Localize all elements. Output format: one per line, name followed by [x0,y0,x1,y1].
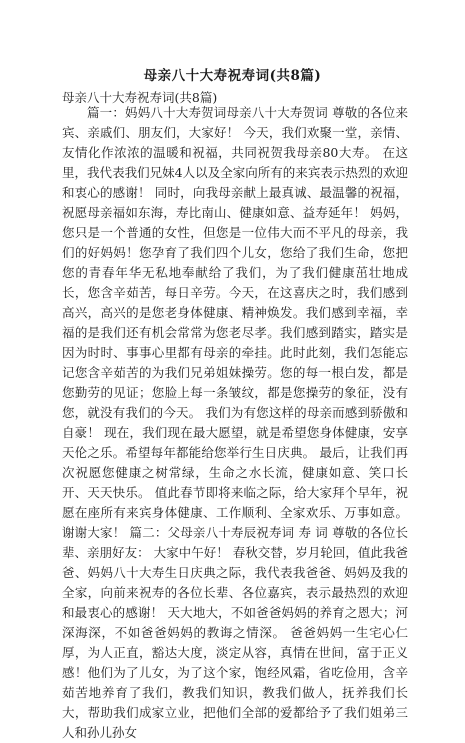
document-title: 母亲八十大寿祝寿词(共8篇) [143,68,322,84]
document-subtitle: 母亲八十大寿祝寿词(共8篇) [62,90,218,105]
document-body-text: 篇一：妈妈八十大寿贺词母亲八十大寿贺词 尊敬的各位来宾、亲戚们、朋友们，大家好！ 今天，我们欢聚一堂，亲情、友情化作浓浓的温暖和祝福，共同祝贺我母亲80大寿。 在这里，我代表我们兄妹4人以及全家向所有的来宾表示热烈的欢迎和衷心的感谢！ 同时，向我母亲献上最真诚、最温馨的祝福，祝愿母亲福如东海，寿比南山、健康如意、益寿延年！ 妈妈，您只是一个普通的女性，但您是一位伟大而不平凡的母亲，我们的好妈妈！您孕育了我们四个儿女，您给了我们生命，您把您的青春年华无私地奉献给了我们，为了我们健康茁壮地成长，您含辛茹苦，每日辛劳。今天，在这喜庆之时，我们感到高兴，高兴的是您老身体健康、精神焕发。我们感到幸福，幸福的是我们还有机会常常为您老尽孝。我们感到踏实，踏实是因为时时、事事心里都有母亲的牵挂。此时此刻，我们怎能忘记您含辛茹苦的为我们兄弟姐妹操劳。您的每一根白发，都是您勤劳的见证；您脸上每一条皱纹，都是您操劳的象征，没有您，就没有我们的今天。 我们为有您这样的母亲而感到骄傲和自豪！ 现在，我们现在最大愿望，就是希望您身体健康，安享天伦之乐。希望每年都能给您举行生日庆典。 最后，让我们再次祝愿您健康之树常绿，生命之水长流，健康如意、笑口长开、天天快乐。 值此春节即将来临之际，给大家拜个早年，祝愿在座所有来宾身体健康、工作顺利、全家欢乐、万事如意。 谢谢大家！ 篇二：父母亲八十寿辰祝寿词 寿 词 尊敬的各位长辈、亲朋好友： 大家中午好！ 春秋交替，岁月轮回，值此我爸爸、妈妈八十大寿生日庆典之际，我代表我爸爸、妈妈及我的全家，向前来祝寿的各位长辈、各位嘉宾，表示最热烈的欢迎和最衷心的感谢！ 天大地大，不如爸爸妈妈的养育之恩大；河深海深，不如爸爸妈妈的教诲之情深。 爸爸妈妈一生宅心仁厚，为人正直，豁达大度，淡定从容，真情在世间，富于正义感！他们为了儿女，为了这个家，饱经风霜，省吃俭用，含辛茹苦地养育了我们，教我们知识，教我们做人，抚养我们长大，帮助我们成家立业，把他们全部的爱都给予了我们姐弟三人和孙儿孙女 [62,105,408,740]
